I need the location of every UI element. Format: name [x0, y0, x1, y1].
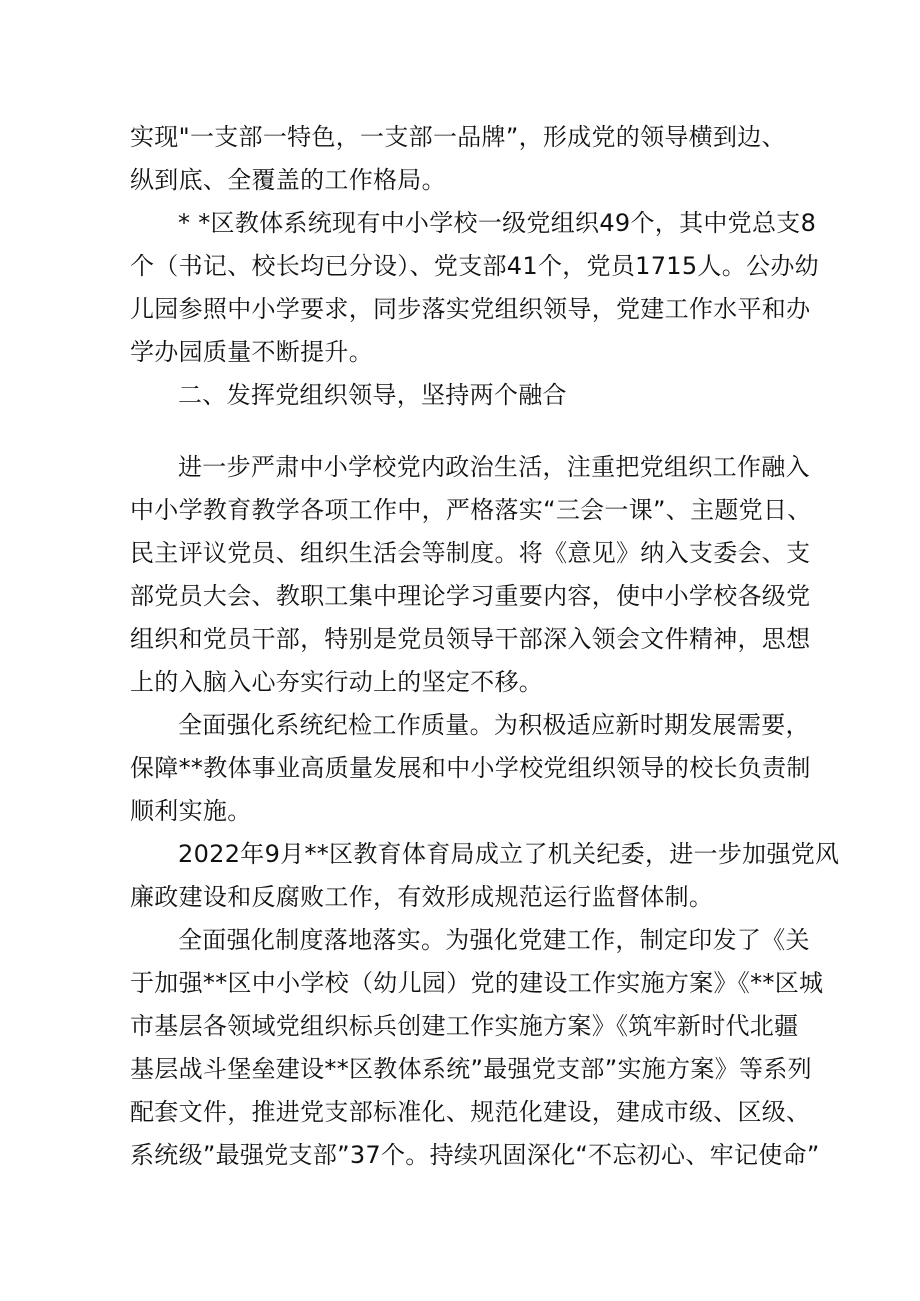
- text-line-8: 进一步严肃中小学校党内政治生活，注重把党组织工作融入: [178, 453, 810, 481]
- text-line-2: 纵到底、全覆盖的工作格局。: [130, 166, 446, 194]
- text-line-12: 组织和党员干部，特别是党员领导干部深入领会文件精神，思想: [130, 625, 811, 653]
- text-line-14: 全面强化系统纪检工作质量。为积极适应新时期发展需要，: [178, 711, 810, 739]
- text-line-17: 2022年9月**区教育体育局成立了机关纪委，进一步加强党风: [178, 840, 840, 868]
- text-line-3: * *区教体系统现有中小学校一级党组织49个，其中党总支8: [178, 209, 817, 237]
- text-line-10: 民主评议党员、组织生活会等制度。将《意见》纳入支委会、支: [130, 539, 811, 567]
- text-line-21: 市基层各领域党组织标兵创建工作实施方案》《筑牢新时代北疆: [130, 1012, 799, 1040]
- text-line-22: 基层战斗堡垒建设**区教体系统”最强党支部”实施方案》等系列: [130, 1055, 812, 1083]
- text-line-19: 全面强化制度落地落实。为强化党建工作，制定印发了《关: [178, 926, 810, 954]
- text-line-24: 系统级”最强党支部”37个。持续巩固深化“不忘初心、牢记使命”: [130, 1141, 820, 1169]
- section-heading: 二、发挥党组织领导，坚持两个融合: [178, 381, 567, 409]
- text-line-23: 配套文件，推进党支部标准化、规范化建设，建成市级、区级、: [130, 1098, 811, 1126]
- text-line-15: 保障**教体事业高质量发展和中小学校党组织领导的校长负责制: [130, 754, 811, 782]
- text-line-4: 个（书记、校长均已分设）、党支部41个，党员1715人。公办幼: [130, 252, 819, 280]
- text-line-1: 实现"一支部一特色，一支部一品牌”，形成党的领导横到边、: [130, 123, 786, 151]
- text-line-6: 学办园质量不断提升。: [130, 338, 373, 366]
- text-line-20: 于加强**区中小学校（幼儿园）党的建设工作实施方案》《**区城: [130, 969, 824, 997]
- text-line-9: 中小学教育教学各项工作中，严格落实“三会一课”、主题党日、: [130, 496, 812, 524]
- text-line-13: 上的入脑入心夯实行动上的坚定不移。: [130, 668, 544, 696]
- text-line-5: 儿园参照中小学要求，同步落实党组织领导，党建工作水平和办: [130, 295, 811, 323]
- text-line-16: 顺利实施。: [130, 797, 252, 825]
- text-line-11: 部党员大会、教职工集中理论学习重要内容，使中小学校各级党: [130, 582, 811, 610]
- text-line-18: 廉政建设和反腐败工作，有效形成规范运行监督体制。: [130, 883, 714, 911]
